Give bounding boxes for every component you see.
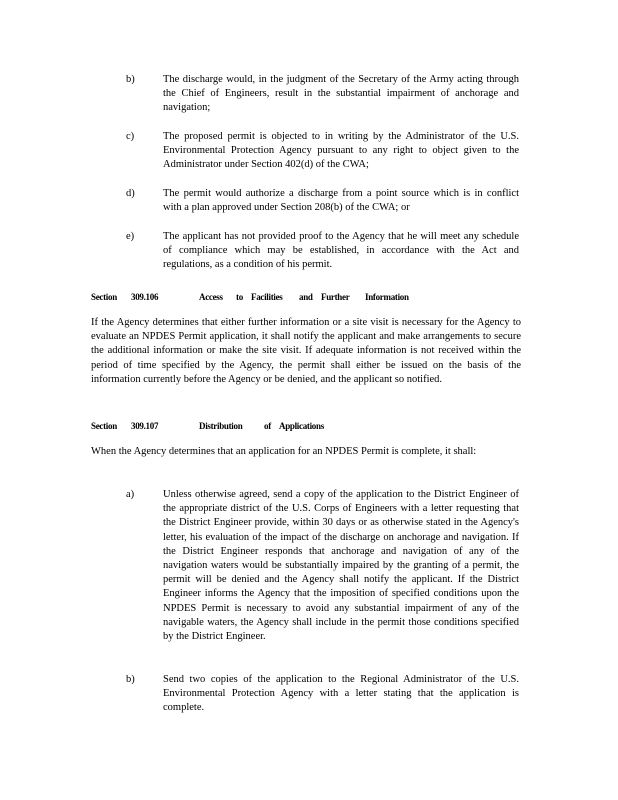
list-item-text: The discharge would, in the judgment of the Secretary of the Army acting through the Chief of Engineers, result in the substantial impairment of anchorage and navigation; (163, 74, 519, 114)
section-title-word: Applications (279, 421, 324, 431)
paragraph-309-106: If the Agency determines that either further information or a site visit is necessary for the Agency to evaluate an NPDES Permit application, it shall notify the applicant and make arrangements to secure the additional information or make the site visit. If adequate information is not received within the period of time specified by the Agency, the permit shall either be issued on the basis of the information currently before the Agency or be denied, and the applicant so notified. (91, 317, 521, 385)
list-item-label: d) (126, 188, 135, 199)
list-item-text: The applicant has not provided proof to the Agency that he will meet any schedule of compliance which may be established, in accordance with the Act and regulations, as a condition of his permit. (163, 231, 519, 271)
section-word: Section (91, 292, 117, 302)
list-item-text: The proposed permit is objected to in writing by the Administrator of the U.S. Environmental Protection Agency pursuant to any right to object given to the Administrator under Section 402(d) of the CWA; (163, 131, 519, 171)
section-title-word: to (236, 292, 243, 302)
section-title-word: Distribution (199, 421, 243, 431)
section-title-word: of (264, 421, 271, 431)
list-item-text: Send two copies of the application to the Regional Administrator of the U.S. Environmental Protection Agency with a letter stating that the application is complete. (163, 674, 519, 714)
section-title-word: Information (365, 292, 409, 302)
list-item-text: The permit would authorize a discharge from a point source which is in conflict with a plan approved under Section 208(b) of the CWA; or (163, 188, 519, 214)
section-title-word: Further (321, 292, 350, 302)
list-item-label: b) (126, 74, 135, 85)
section-title-word: and (299, 292, 313, 302)
section-title-word: Facilities (251, 292, 283, 302)
section-title-word: Access (199, 292, 223, 302)
list-item-label: b) (126, 674, 135, 685)
section-number: 309.107 (131, 421, 159, 431)
paragraph-309-107: When the Agency determines that an application for an NPDES Permit is complete, it shall: (91, 446, 477, 457)
list-item-label: e) (126, 231, 135, 242)
list-item-label: a) (126, 489, 135, 500)
section-word: Section (91, 421, 117, 431)
list-item-text: Unless otherwise agreed, send a copy of the application to the District Engineer of the appropriate district of the U.S. Corps of Engineers with a letter requesting that the District Engineer provide, within 30 days or as otherwise stated in the Agency's letter, his evaluation of the impact of the discharge on anchorage and navigation. If the District Engineer responds that anchorage and navigation of any of the navigation waters would be substantially impaired by the granting of a permit, the permit will be denied and the Agency shall notify the applicant. If the District Engineer informs the Agency that the imposition of specified conditions upon the NPDES Permit is necessary to avoid any substantial impairment of any of the navigable waters, the Agency shall include in the permit those conditions specified by the District Engineer. (163, 489, 519, 643)
list-item-label: c) (126, 131, 135, 142)
section-number: 309.106 (131, 292, 159, 302)
